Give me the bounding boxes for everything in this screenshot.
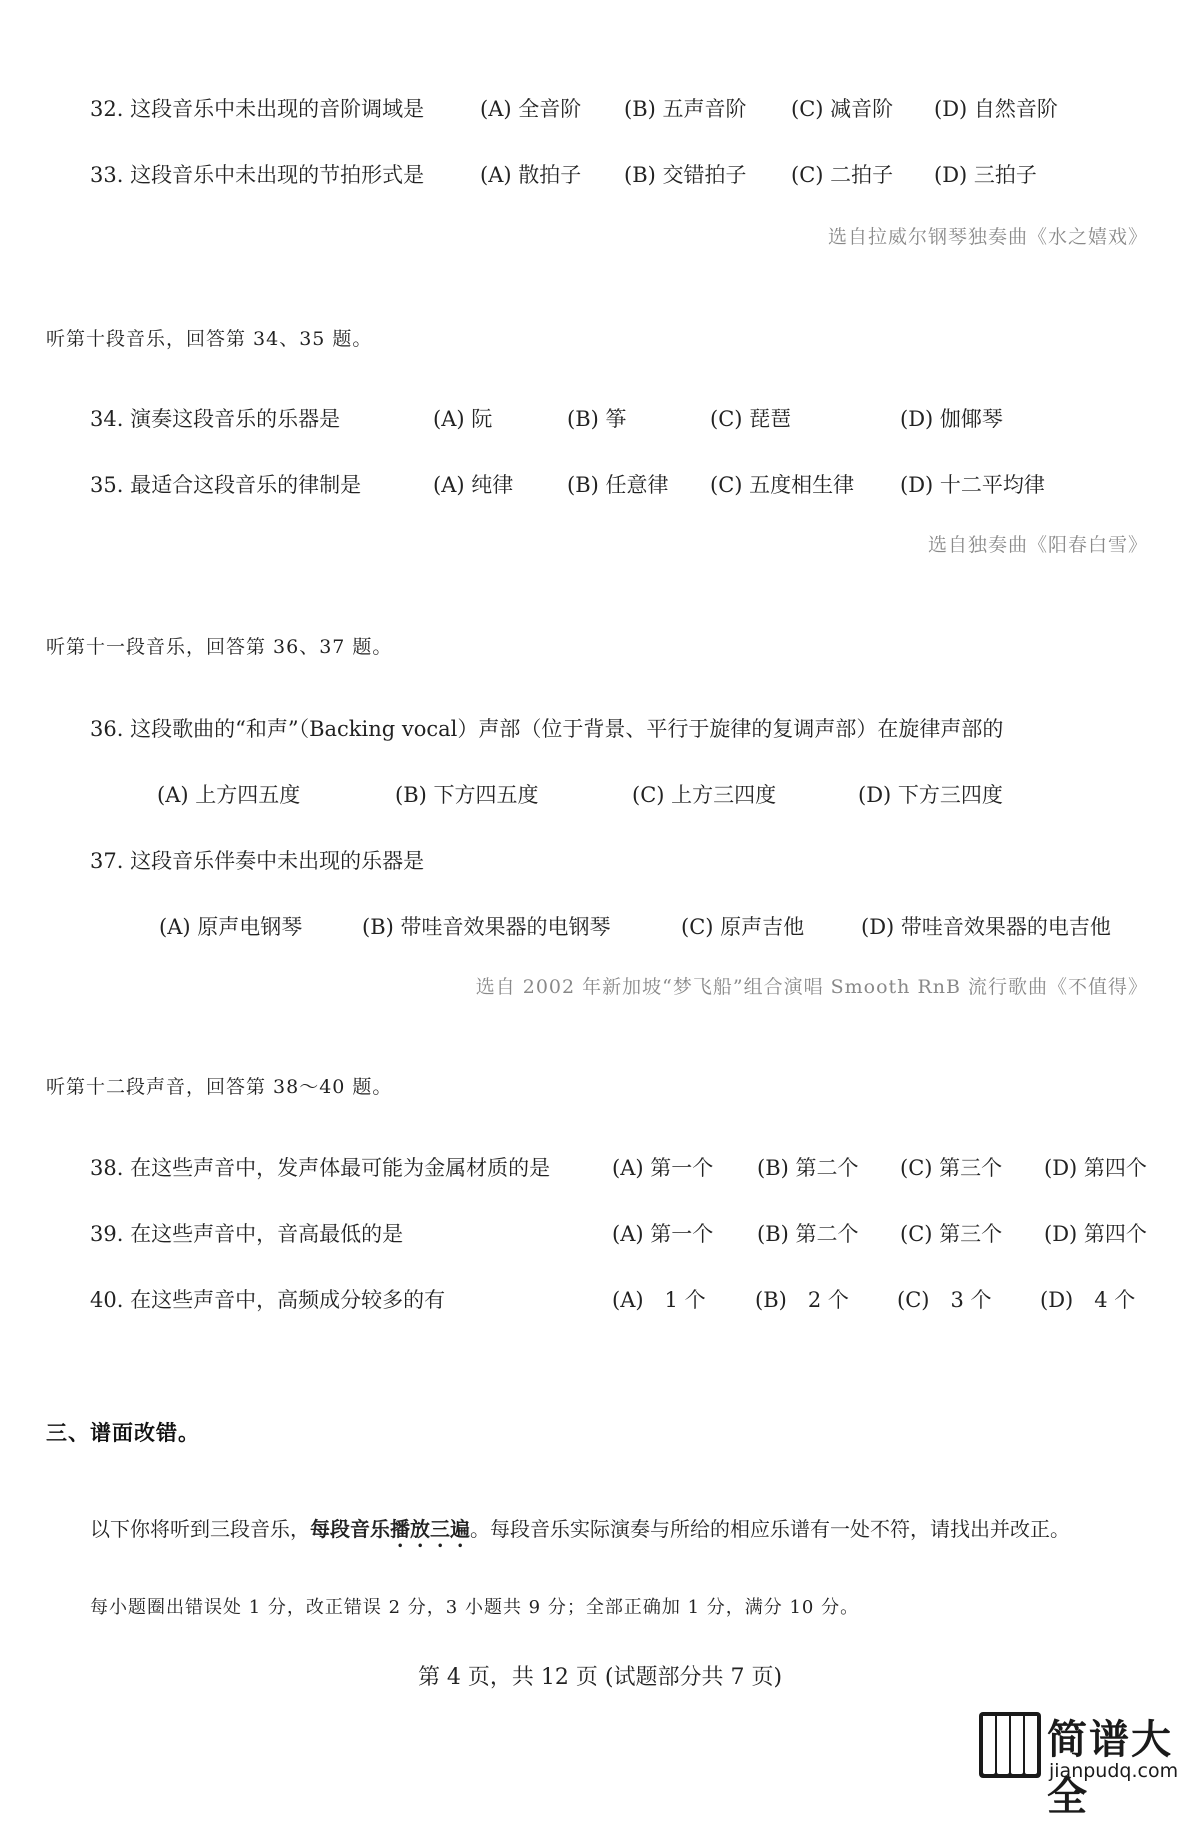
option-d: (D) 十二平均律 bbox=[900, 473, 1045, 497]
intro-text: 。每段音乐实际演奏与所给的相应乐谱有一处不符，请找出并改正。 bbox=[470, 1517, 1070, 1541]
question-stem: 在这些声音中，高频成分较多的有 bbox=[130, 1288, 446, 1312]
option-a: (A) 纯律 bbox=[433, 473, 514, 497]
option-d: (D) 下方三四度 bbox=[858, 783, 1003, 807]
scoring-rules: 每小题圈出错误处 1 分，改正错误 2 分，3 小题共 9 分；全部正确加 1 分，满分 10 分。 bbox=[90, 1597, 860, 1618]
option-c: (C) 原声吉他 bbox=[681, 915, 805, 939]
question-stem: 演奏这段音乐的乐器是 bbox=[130, 407, 341, 431]
question-stem: 在这些声音中，音高最低的是 bbox=[130, 1222, 404, 1246]
option-c: (C) 第三个 bbox=[900, 1222, 1003, 1246]
option-d: (D) 第四个 bbox=[1044, 1156, 1147, 1180]
option-a: (A) 阮 bbox=[433, 407, 493, 431]
option-d: (D) 伽倻琴 bbox=[900, 407, 1003, 431]
option-b: (B) 五声音阶 bbox=[624, 97, 747, 121]
option-a: (A) 第一个 bbox=[612, 1156, 714, 1180]
question-stem: 这段歌曲的“和声”（Backing vocal）声部（位于背景、平行于旋律的复调声部）在旋律声部的 bbox=[130, 717, 1004, 741]
question-38 bbox=[90, 1152, 550, 1182]
question-stem: 这段音乐中未出现的节拍形式是 bbox=[130, 163, 425, 187]
option-d: (D) 4 个 bbox=[1040, 1288, 1136, 1312]
section-intro bbox=[90, 1513, 1070, 1552]
section-prompt-11: 听第十一段音乐，回答第 36、37 题。 bbox=[46, 636, 393, 658]
option-d: (D) 自然音阶 bbox=[934, 97, 1058, 121]
option-b: (B) 筝 bbox=[567, 407, 627, 431]
question-34 bbox=[90, 403, 340, 433]
question-37 bbox=[90, 845, 424, 875]
question-number: 36. bbox=[90, 717, 124, 741]
question-stem: 最适合这段音乐的律制是 bbox=[130, 473, 362, 497]
option-c: (C) 3 个 bbox=[897, 1288, 992, 1312]
page-footer: 第 4 页，共 12 页 (试题部分共 7 页) bbox=[417, 1665, 783, 1690]
question-number: 32. bbox=[90, 97, 124, 121]
site-logo bbox=[975, 1706, 1200, 1820]
question-number: 34. bbox=[90, 407, 124, 431]
question-number: 37. bbox=[90, 849, 124, 873]
option-a: (A) 1 个 bbox=[612, 1288, 706, 1312]
option-b: (B) 任意律 bbox=[567, 473, 669, 497]
question-number: 38. bbox=[90, 1156, 124, 1180]
option-a: (A) 散拍子 bbox=[480, 163, 582, 187]
intro-emphasis-dotted: 播放三遍 bbox=[390, 1517, 470, 1541]
option-c: (C) 五度相生律 bbox=[710, 473, 855, 497]
source-note-11: 选自 2002 年新加坡“梦飞船”组合演唱 Smooth RnB 流行歌曲《不值得》 bbox=[475, 976, 1148, 998]
section-prompt-12: 听第十二段声音，回答第 38～40 题。 bbox=[46, 1076, 393, 1098]
question-number: 35. bbox=[90, 473, 124, 497]
option-a: (A) 上方四五度 bbox=[157, 783, 301, 807]
option-d: (D) 三拍子 bbox=[934, 163, 1037, 187]
option-b: (B) 2 个 bbox=[755, 1288, 849, 1312]
question-stem: 在这些声音中，发声体最可能为金属材质的是 bbox=[130, 1156, 551, 1180]
option-c: (C) 上方三四度 bbox=[632, 783, 777, 807]
section-heading: 三、谱面改错。 bbox=[46, 1420, 200, 1445]
option-a: (A) 原声电钢琴 bbox=[159, 915, 303, 939]
intro-emphasis: 每段音乐 bbox=[310, 1517, 390, 1541]
question-33 bbox=[90, 159, 424, 189]
option-c: (C) 第三个 bbox=[900, 1156, 1003, 1180]
option-d: (D) 带哇音效果器的电吉他 bbox=[861, 915, 1111, 939]
logo-title: 简谱大全 bbox=[1047, 1717, 1173, 1820]
option-b: (B) 第二个 bbox=[757, 1156, 859, 1180]
option-a: (A) 第一个 bbox=[612, 1222, 714, 1246]
question-stem: 这段音乐伴奏中未出现的乐器是 bbox=[130, 849, 425, 873]
option-d: (D) 第四个 bbox=[1044, 1222, 1147, 1246]
section-prompt-10: 听第十段音乐，回答第 34、35 题。 bbox=[46, 328, 373, 350]
question-39 bbox=[90, 1218, 403, 1248]
option-b: (B) 第二个 bbox=[757, 1222, 859, 1246]
option-b: (B) 交错拍子 bbox=[624, 163, 747, 187]
question-35 bbox=[90, 469, 361, 499]
question-stem: 这段音乐中未出现的音阶调域是 bbox=[130, 97, 425, 121]
question-32 bbox=[90, 93, 424, 123]
option-b: (B) 下方四五度 bbox=[395, 783, 539, 807]
piano-keys-icon bbox=[979, 1712, 1041, 1778]
question-number: 39. bbox=[90, 1222, 124, 1246]
question-number: 40. bbox=[90, 1288, 124, 1312]
question-40 bbox=[90, 1284, 445, 1314]
logo-url: jianpudq.com bbox=[1049, 1760, 1179, 1782]
option-b: (B) 带哇音效果器的电钢琴 bbox=[362, 915, 611, 939]
source-note-10: 选自独奏曲《阳春白雪》 bbox=[927, 534, 1148, 556]
source-note-9: 选自拉威尔钢琴独奏曲《水之嬉戏》 bbox=[827, 226, 1148, 248]
option-a: (A) 全音阶 bbox=[480, 97, 582, 121]
intro-text: 以下你将听到三段音乐， bbox=[90, 1517, 310, 1541]
option-c: (C) 琵琶 bbox=[710, 407, 792, 431]
option-c: (C) 减音阶 bbox=[791, 97, 894, 121]
question-number: 33. bbox=[90, 163, 124, 187]
option-c: (C) 二拍子 bbox=[791, 163, 894, 187]
question-36 bbox=[90, 713, 1003, 743]
